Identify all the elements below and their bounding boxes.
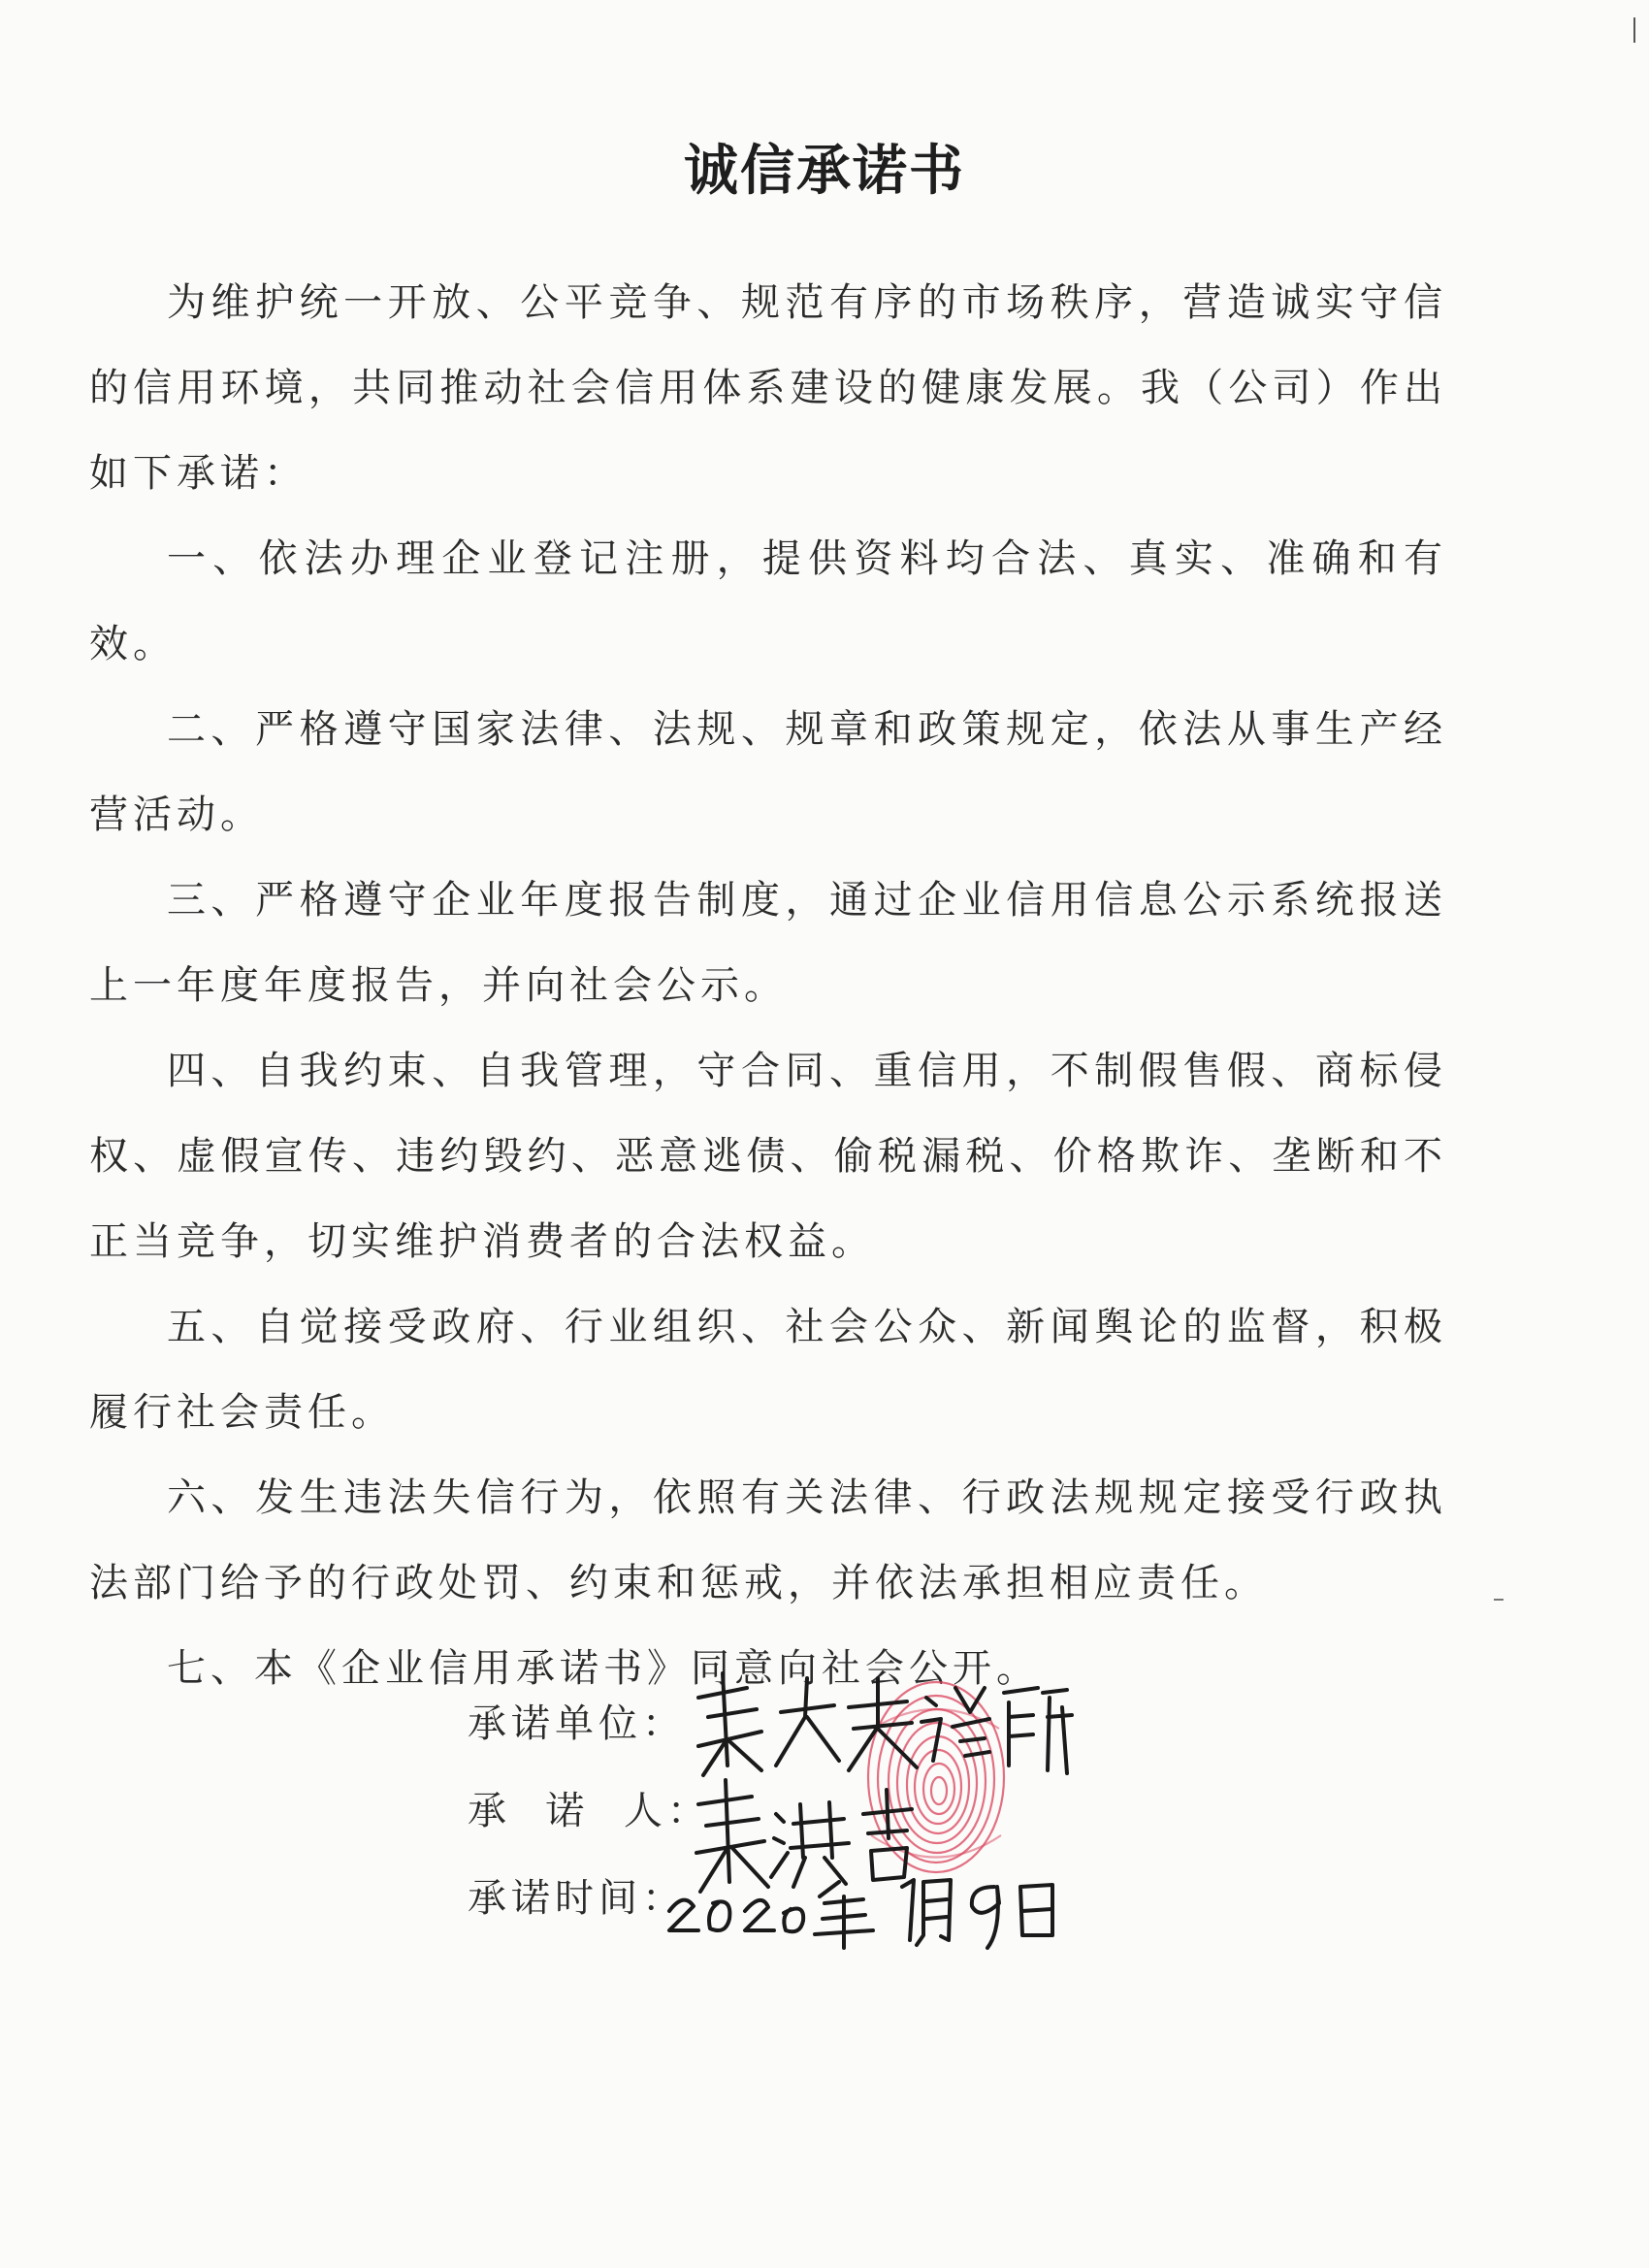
clause-5: 五、自觉接受政府、行业组织、社会公众、新闻舆论的监督，积极履行社会责任。 [89, 1305, 1447, 1435]
time-label: 承诺时间： [468, 1876, 686, 1921]
document-body [89, 260, 1447, 1711]
document-title: 诚信承诺书 [684, 140, 965, 203]
scan-artifact [1494, 1599, 1504, 1601]
scan-artifact [1633, 17, 1635, 43]
intro-paragraph: 为维护统一开放、公平竞争、规范有序的市场秩序，营造诚实守信的信用环境，共同推动社会信用体系建设的健康发展。我（公司）作出如下承诺： [89, 280, 1447, 496]
unit-label: 承诺单位： [468, 1701, 686, 1746]
clause-4: 四、自我约束、自我管理，守合同、重信用，不制假售假、商标侵权、虚假宣传、违约毁约、恶意逃债、偷税漏税、价格欺诈、垄断和不正当竞争，切实维护消费者的合法权益。 [89, 1049, 1447, 1264]
clause-6: 六、发生违法失信行为，依照有关法律、行政法规规定接受行政执法部门给予的行政处罚、约束和惩戒，并依法承担相应责任。 [89, 1475, 1447, 1605]
clause-3: 三、严格遵守企业年度报告制度，通过企业信用信息公示系统报送上一年度年度报告，并向社会公示。 [89, 878, 1447, 1008]
clause-2: 二、严格遵守国家法律、法规、规章和政策规定，依法从事生产经营活动。 [89, 707, 1447, 837]
person-label: 承 诺 人： [468, 1789, 711, 1833]
clause-1: 一、依法办理企业登记注册，提供资料均合法、真实、准确和有效。 [89, 536, 1447, 666]
handwritten-date [660, 1843, 1086, 1950]
clause-7: 七、本《企业信用承诺书》同意向社会公开。 [167, 1646, 1040, 1691]
